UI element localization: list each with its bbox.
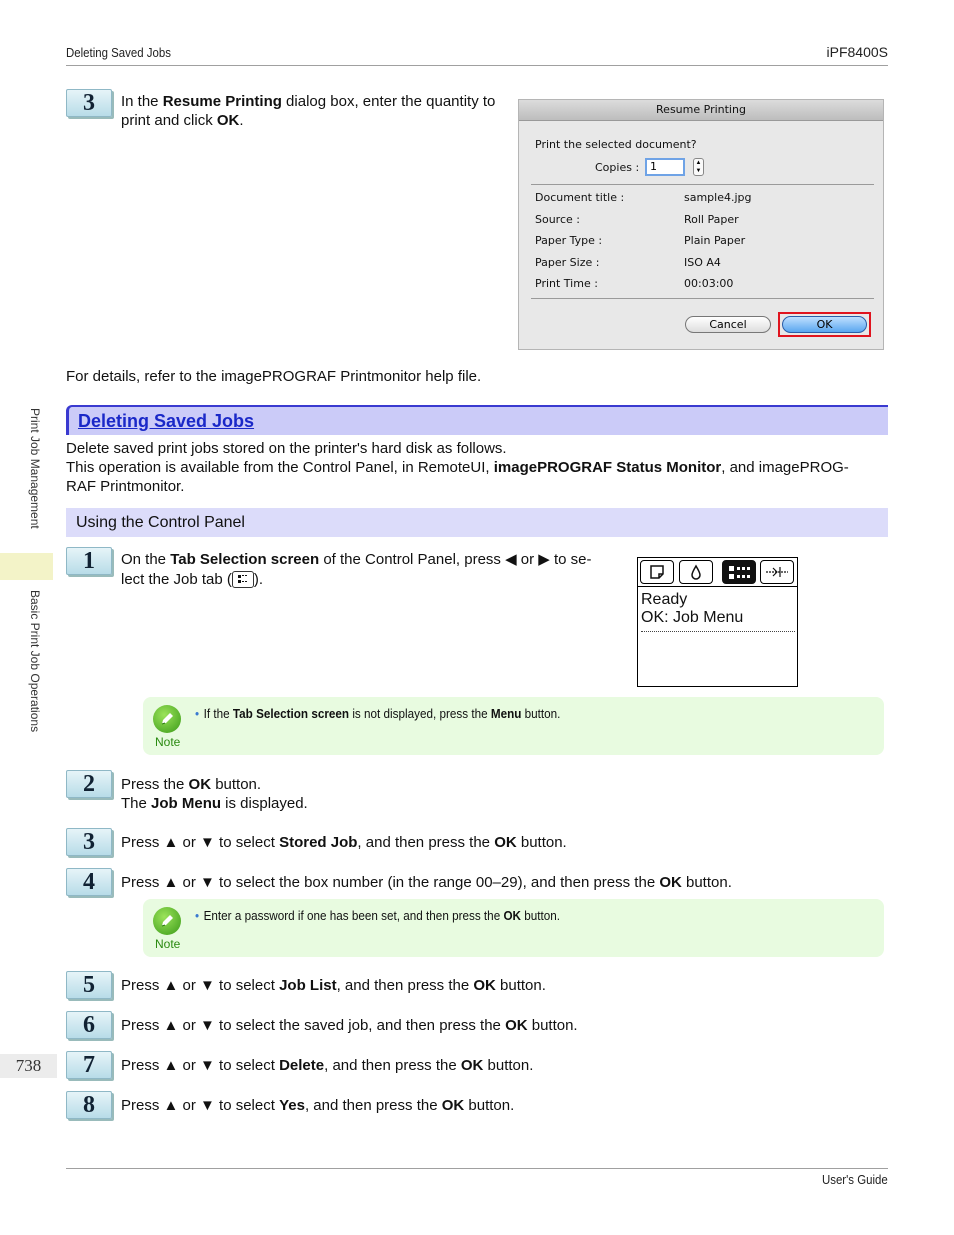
step-text: Press ▲ or ▼ to select Yes, and then press the OK button.	[121, 1097, 515, 1114]
lcd-status: Ready	[641, 591, 688, 608]
job-tab-icon	[232, 571, 254, 588]
step-text: Press ▲ or ▼ to select the saved job, and then press the OK button.	[121, 1017, 578, 1034]
step-text: Press ▲ or ▼ to select Stored Job, and then press the OK button.	[121, 834, 567, 851]
row-value: Plain Paper	[684, 234, 746, 247]
dialog-question: Print the selected document?	[535, 138, 697, 151]
settings-tab-icon	[760, 560, 794, 584]
row-value: Roll Paper	[684, 213, 739, 226]
dialog-title: Resume Printing	[519, 100, 883, 121]
lcd-divider	[638, 586, 797, 587]
step-number: 3	[66, 828, 112, 856]
step-number: 6	[66, 1011, 112, 1039]
footer-guide-name: User's Guide	[822, 1172, 888, 1187]
step-number: 4	[66, 868, 112, 896]
row-label: Document title :	[535, 191, 625, 204]
sidebar-highlight	[0, 553, 53, 580]
row-value: ISO A4	[684, 256, 721, 269]
note-pencil-icon	[153, 705, 181, 733]
section-intro: Delete saved print jobs stored on the printer's hard disk as follows. This operation is available from the Control Panel, in RemoteUI, imagePROGRAF Status Monitor, and imagePROG- RAF Printmonitor.	[66, 440, 849, 495]
paper-tab-icon	[640, 560, 674, 584]
section-title[interactable]: Deleting Saved Jobs	[78, 411, 255, 431]
note-text: • If the Tab Selection screen is not displayed, press the Menu button.	[195, 706, 561, 721]
control-panel-display	[637, 557, 798, 687]
step-text: On the Tab Selection screen of the Control Panel, press ◀ or ▶ to se- lect the Job tab ( ).	[121, 551, 592, 588]
step-number: 7	[66, 1051, 112, 1079]
ink-tab-icon	[679, 560, 713, 584]
footer-rule	[66, 1168, 888, 1169]
row-value: sample4.jpg	[684, 191, 752, 204]
dialog-separator	[531, 184, 874, 185]
note-text: • Enter a password if one has been set, and then press the OK button.	[195, 908, 561, 923]
lcd-dotted-line	[641, 631, 795, 632]
step-text: In the Resume Printing dialog box, enter the quantity to print and click OK.	[121, 93, 496, 129]
sidebar-section: Basic Print Job Operations	[28, 590, 42, 733]
job-tab-icon	[722, 560, 756, 584]
step-number: 5	[66, 971, 112, 999]
row-label: Print Time :	[535, 277, 598, 290]
step-text: Press ▲ or ▼ to select Delete, and then press the OK button.	[121, 1057, 534, 1074]
header-rule	[66, 65, 888, 66]
copies-stepper[interactable]: ▲ ▼	[693, 158, 704, 176]
note-pencil-icon	[153, 907, 181, 935]
sidebar-chapter: Print Job Management	[28, 408, 42, 529]
step-number: 2	[66, 770, 112, 798]
step-text: Press ▲ or ▼ to select the box number (in the range 00–29), and then press the OK button.	[121, 874, 732, 891]
page-number: 738	[0, 1054, 57, 1078]
step-text: Press the OK button. The Job Menu is displayed.	[121, 776, 308, 812]
step-number: 3	[66, 89, 112, 117]
step-number: 1	[66, 547, 112, 575]
subsection-title: Using the Control Panel	[76, 514, 245, 531]
section-heading	[66, 405, 888, 435]
copies-field[interactable]: 1	[645, 158, 685, 176]
running-header-title: Deleting Saved Jobs	[66, 45, 171, 60]
step-number: 8	[66, 1091, 112, 1119]
dialog-separator	[531, 298, 874, 299]
details-text: For details, refer to the imagePROGRAF Printmonitor help file.	[66, 368, 482, 385]
ok-button[interactable]: OK	[782, 316, 867, 333]
note-label: Note	[155, 937, 181, 951]
row-label: Paper Size :	[535, 256, 600, 269]
lcd-hint: OK: Job Menu	[641, 609, 744, 626]
resume-printing-dialog	[518, 99, 884, 350]
bullet-icon: •	[195, 908, 200, 923]
note-box	[143, 697, 884, 755]
row-value: 00:03:00	[684, 277, 734, 290]
row-label: Paper Type :	[535, 234, 603, 247]
cancel-button[interactable]: Cancel	[685, 316, 771, 333]
step-text: Press ▲ or ▼ to select Job List, and then press the OK button.	[121, 977, 546, 994]
subsection-heading	[66, 508, 888, 537]
row-label: Source :	[535, 213, 580, 226]
note-box	[143, 899, 884, 957]
note-label: Note	[155, 735, 181, 749]
copies-label: Copies :	[595, 161, 640, 174]
bullet-icon: •	[195, 706, 200, 721]
running-header-model: iPF8400S	[826, 44, 888, 60]
